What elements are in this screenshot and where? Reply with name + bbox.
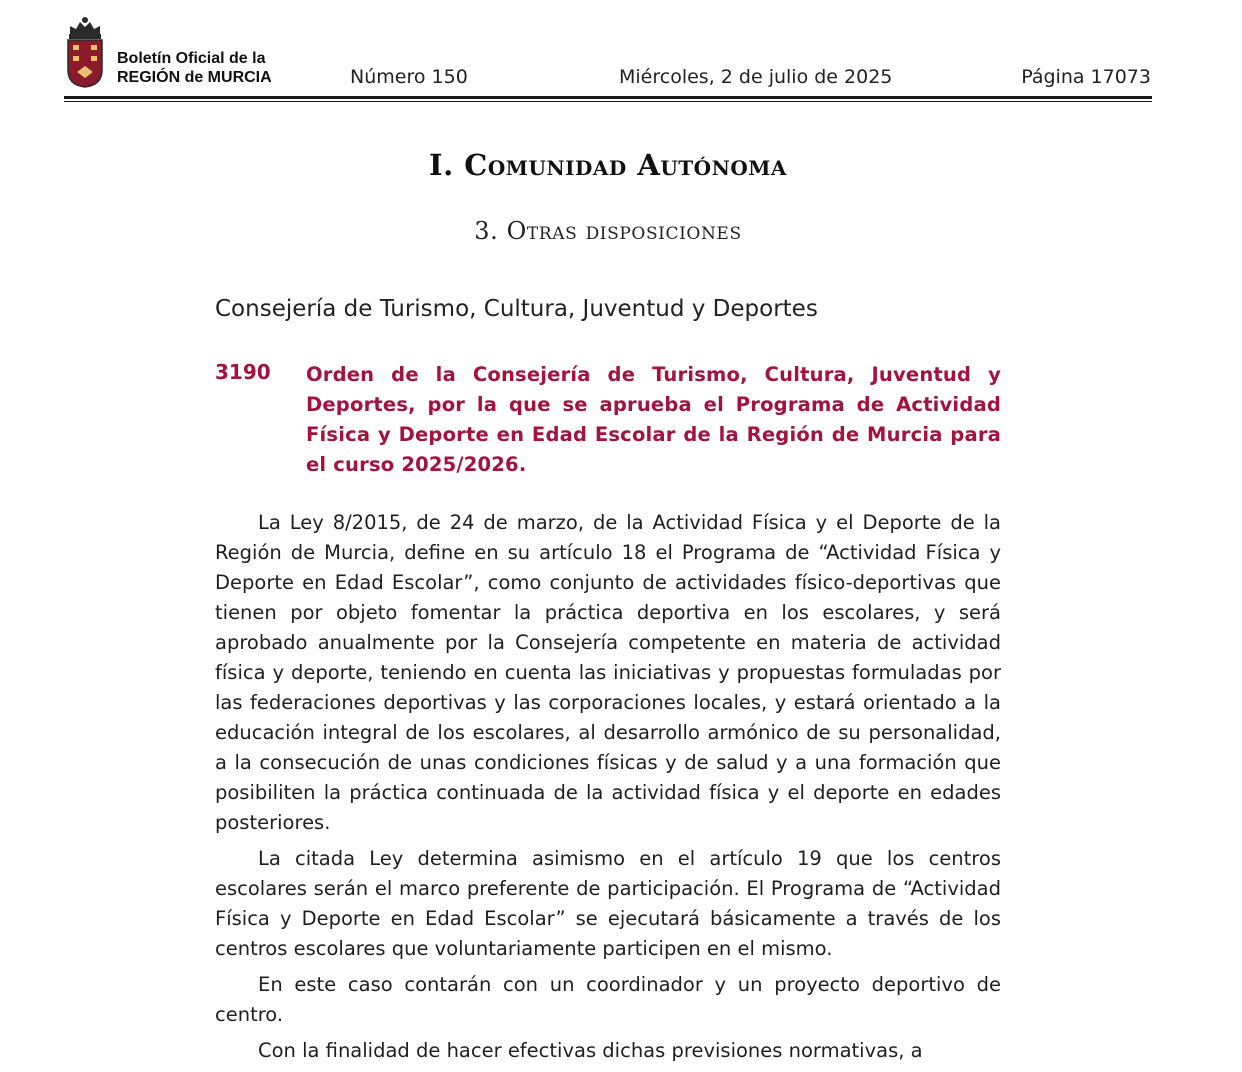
issue-date: Miércoles, 2 de julio de 2025 — [619, 66, 893, 88]
brand-line-2: REGIÓN de MURCIA — [117, 69, 272, 86]
bulletin-header — [0, 0, 1242, 110]
document-body — [215, 508, 1001, 1072]
region-murcia-crest-icon — [64, 16, 106, 88]
page-number: Página 17073 — [1021, 66, 1151, 88]
paragraph: En este caso contarán con un coordinador y un proyecto deportivo de centro. — [215, 973, 1001, 1026]
order-title: Orden de la Consejería de Turismo, Cultura, Juventud y Deportes, por la que se aprueba el Programa de Actividad Física y Deporte en Edad Escolar de la Región de Murcia para el curso 2025/2026. — [306, 363, 1001, 476]
header-rule-thin — [64, 101, 1152, 102]
paragraph: La citada Ley determina asimismo en el artículo 19 que los centros escolares serán el marco preferente de participación. El Programa de “Actividad Física y Deporte en Edad Escolar” se ejecutará básicamente a través de los centros escolares que voluntariamente participen en el mismo. — [215, 847, 1001, 960]
paragraph: La Ley 8/2015, de 24 de marzo, de la Actividad Física y el Deporte de la Región de Murcia, define en su artículo 18 el Programa de “Actividad Física y Deporte en Edad Escolar”, como conjunto de actividades físico-deportivas que tienen por objeto fomentar la práctica deportiva en los escolares, y será aprobado anualmente por la Consejería competente en materia de actividad física y deporte, teniendo en cuenta las iniciativas y propuestas formuladas por las federaciones deportivas y las corporaciones locales, y estará orientado a la educación integral de los escolares, al desarrollo armónico de su personalidad, a la consecución de unas condiciones físicas y de salud y a una formación que posibiliten la práctica continuada de la actividad física y el deporte en edades posteriores. — [215, 511, 1001, 834]
order-number: 3190 — [215, 360, 271, 384]
issue-number: Número 150 — [350, 66, 468, 88]
subsection-title: 3. Otras disposiciones — [474, 217, 742, 245]
department-name: Consejería de Turismo, Cultura, Juventud y Deportes — [215, 296, 818, 322]
header-rule-thick — [64, 96, 1152, 99]
paragraph: Con la finalidad de hacer efectivas dichas previsiones normativas, a — [258, 1039, 923, 1062]
bulletin-brand — [117, 49, 272, 87]
brand-line-1: Boletín Oficial de la — [117, 50, 266, 67]
section-title: I. Comunidad Autónoma — [429, 148, 787, 182]
